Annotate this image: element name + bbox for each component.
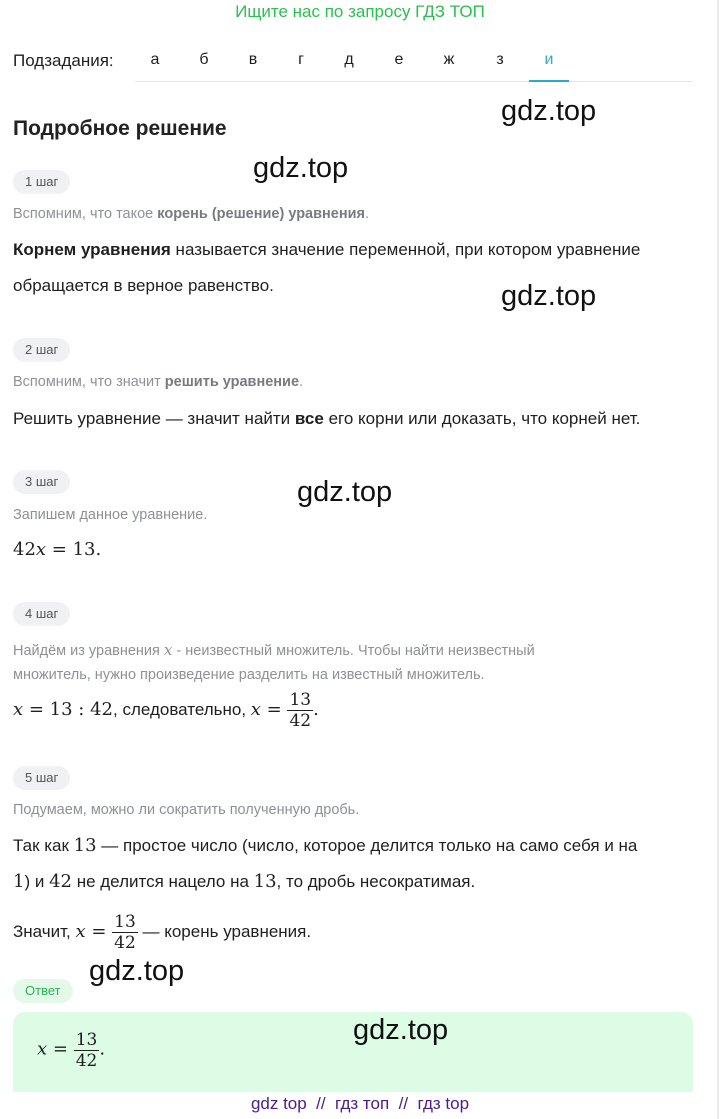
subtask-tab-g[interactable]: г	[298, 51, 304, 68]
step-3-hint: Запишем данное уравнение.	[13, 507, 208, 523]
step-5-text: Так как 13 — простое число (число, которое делится только на само себя и на 1) и 42 не делится нацело на 13, то дробь несократимая.	[13, 835, 638, 892]
fraction: $\frac{13}{42}$	[114, 912, 136, 954]
step-2-badge: 2 шаг	[13, 338, 70, 362]
subtask-tab-a[interactable]: а	[150, 51, 160, 68]
step-5-conclusion: Значит, x = $\frac{13}{42}$ — корень уравнения.	[13, 912, 312, 954]
step-3-equation: 42x = 13.	[13, 539, 102, 560]
watermark: gdz.top	[297, 476, 393, 508]
watermark: gdz.top	[89, 955, 185, 987]
solution-heading: Подробное решение	[13, 117, 227, 140]
step-2-hint: Вспомним, что значит решить уравнение.	[13, 374, 304, 390]
answer-value: x = $\frac{13}{42}$ .	[37, 1030, 106, 1071]
step-1-text: Корнем уравнения называется значение переменной, при котором уравнение обращается в верное равенство.	[13, 240, 641, 295]
subtask-tab-z[interactable]: з	[496, 51, 504, 68]
step-2-text: Решить уравнение — значит найти все его корни или доказать, что корней нет.	[13, 409, 641, 428]
step-5-badge: 5 шаг	[13, 766, 70, 790]
watermark: gdz.top	[253, 152, 349, 184]
subtasks-label: Подзадания:	[13, 51, 114, 70]
subtask-tab-i[interactable]: и	[529, 51, 569, 82]
subtask-tab-b[interactable]: б	[199, 51, 209, 68]
answer-badge: Ответ	[13, 979, 73, 1003]
watermark: gdz.top	[501, 95, 597, 127]
step-4-solution: x = 13 : 42, следовательно, x = $\frac{13}{42}$ .	[13, 690, 319, 732]
watermark: gdz.top	[501, 280, 597, 312]
watermark: gdz.top	[353, 1014, 449, 1046]
step-5-hint: Подумаем, можно ли сократить полученную дробь.	[13, 802, 360, 818]
subtask-tab-e[interactable]: е	[394, 51, 404, 68]
step-4-hint: Найдём из уравнения x - неизвестный множитель. Чтобы найти неизвестный множитель, нужно произведение разделить на известный множитель.	[13, 641, 535, 683]
subtask-tab-v[interactable]: в	[248, 51, 258, 68]
step-3-badge: 3 шаг	[13, 470, 70, 494]
page-right-border	[717, 0, 719, 1119]
fraction: $\frac{13}{42}$	[289, 690, 312, 732]
footer-links[interactable]: gdz top // гдз топ // гдз top	[250, 1094, 470, 1113]
subtask-tab-zh[interactable]: ж	[443, 51, 455, 68]
step-1-hint: Вспомним, что такое корень (решение) уравнения.	[13, 206, 370, 222]
subtasks-nav	[13, 48, 693, 82]
subtasks-underline	[135, 81, 693, 82]
step-4-badge: 4 шаг	[13, 602, 70, 626]
step-1-badge: 1 шаг	[13, 170, 70, 194]
promo-banner[interactable]: Ищите нас по запросу ГДЗ ТОП	[235, 2, 485, 21]
subtask-tab-d[interactable]: д	[344, 51, 354, 68]
fraction: $\frac{13}{42}$	[75, 1030, 98, 1071]
